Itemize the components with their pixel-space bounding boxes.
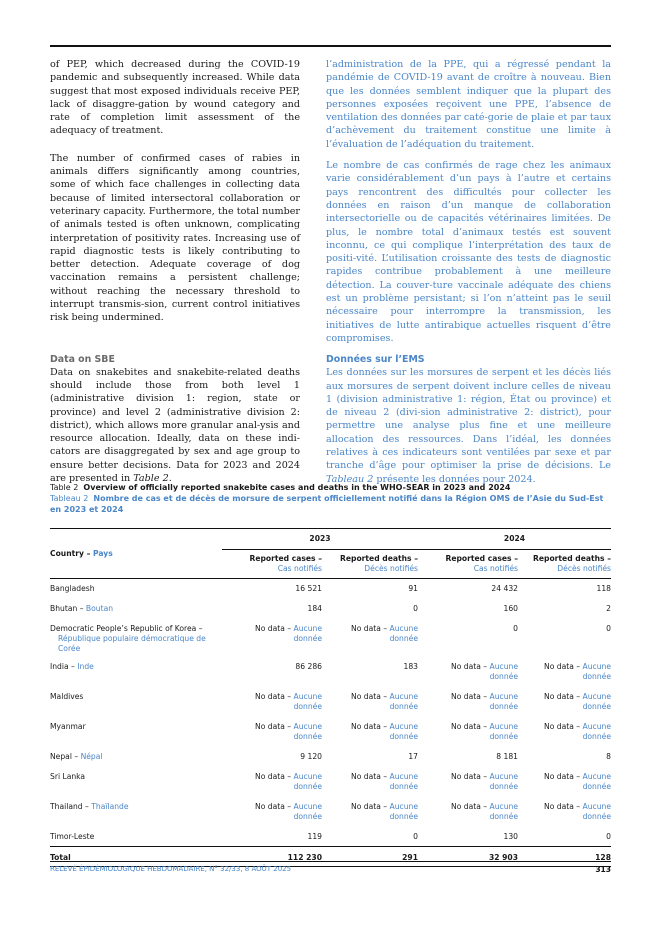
table-row [50, 599, 611, 619]
table-cell: No data – Aucune donnée [255, 801, 322, 821]
fr-paragraph-3: Les données sur les morsures de serpent et les décès liés aux morsures de serpent doivent inclure celles de niveau 1 (division administrative 1: région, État ou province) et de niveau 2 (divi-sion administrative 2: district), pour permettre une analyse plus fine et une meilleure allocation des ressources. Dans l’idéal, les données relatives à ces indicateurs sont ventilées par sexe et par tranche d’âge pour optimiser la prise de décisions. Le Tableau 2 présente les données pour 2024. [326, 367, 611, 485]
table-cell: 160 [503, 603, 518, 613]
footer-rule [50, 861, 611, 862]
table-cell: 0 [413, 831, 418, 841]
table-cell: No data – Aucune donnée [255, 771, 322, 791]
table-cell: 0 [413, 603, 418, 613]
table-row [50, 827, 611, 847]
table-cell: 16 521 [295, 584, 322, 593]
table-cell: 8 181 [496, 751, 518, 761]
table-cell: No data – Aucune donnée [351, 691, 418, 711]
total-row [50, 847, 611, 867]
french-column [326, 58, 611, 486]
top-rule [50, 45, 611, 47]
en-paragraph-1: of PEP, which decreased during the COVID-19 pandemic and subsequently increased. While data suggest that most exposed individuals receive PEP, lack of disaggre-gation by wound category and rate of completion limit assessment of the adequacy of treatment. [50, 59, 300, 137]
table-cell: No data – Aucune donnée [451, 721, 518, 741]
table-row [50, 717, 611, 747]
table-2-link[interactable]: Table 2 [133, 473, 169, 485]
table-cell: 17 [408, 751, 418, 761]
country-cell: Bhutan – Boutan [50, 603, 114, 613]
table-cell: No data – Aucune donnée [351, 623, 418, 643]
table-cell: No data – Aucune donnée [255, 691, 322, 711]
page-number: 313 [595, 865, 611, 874]
snakebite-table [50, 528, 611, 867]
table-row [50, 579, 611, 599]
en-heading-sbe: Data on SBE [50, 353, 115, 365]
page-footer [50, 865, 611, 873]
total-cell: 291 [402, 852, 418, 862]
table-cell: No data – Aucune donnée [544, 691, 611, 711]
table-cell: No data – Aucune donnée [544, 661, 611, 681]
deaths-2023-header: Reported deaths – Décès notifiés [340, 554, 418, 573]
country-cell: Thailand – Thaïlande [50, 801, 129, 811]
total-cell: 112 230 [287, 852, 322, 862]
table-cell: 91 [408, 584, 418, 593]
table-cell: No data – Aucune donnée [544, 721, 611, 741]
table-cell: No data – Aucune donnée [544, 801, 611, 821]
year-2023-header: 2023 [222, 529, 418, 550]
table-cell: 0 [606, 623, 611, 633]
table-row [50, 797, 611, 827]
table-cell: 0 [606, 831, 611, 841]
table-row [50, 657, 611, 687]
en-paragraph-3: Data on snakebites and snakebite-related deaths should include those from both level 1 (administrative division 1: region, state or province) and level 2 (administrative division 2: district), which allows more granular anal-ysis and resource allocation. Ideally, data on these indi-cators are disaggregated by sex and age group to ensure better decisions. Data for 2023 and 2024 are presented in Table 2. [50, 366, 300, 485]
country-cell: Timor-Leste [50, 831, 95, 841]
table-cell: No data – Aucune donnée [544, 771, 611, 791]
country-cell: Maldives [50, 691, 84, 701]
country-cell: India – Inde [50, 661, 94, 671]
country-cell: Sri Lanka [50, 771, 86, 781]
table-cell: 183 [403, 661, 418, 671]
country-cell: Bangladesh [50, 584, 95, 593]
country-cell: Democratic People’s Republic of Korea – République populaire démocratique de Corée [50, 623, 206, 653]
table-cell: No data – Aucune donnée [451, 661, 518, 681]
table-cell: 9 120 [300, 751, 322, 761]
table-cell: No data – Aucune donnée [451, 771, 518, 791]
fr-heading-ems: Données sur l’EMS [326, 354, 425, 366]
table-cell: 0 [513, 623, 518, 633]
table-cell: 119 [307, 831, 322, 841]
caption-title-fr: Nombre de cas et de décès de morsure de serpent officiellement notifié dans la Région OMS de l’Asie du Sud-Est en 2023 et 2024 [50, 494, 604, 514]
table-row [50, 687, 611, 717]
table-row [50, 767, 611, 797]
country-cell: Myanmar [50, 721, 86, 731]
table-cell: 118 [596, 584, 611, 593]
total-cell: 128 [595, 852, 611, 862]
journal-title: RELEVÉ ÉPIDÉMIOLOGIQUE HEBDOMADAIRE, N° 32/33, 8 AOÛT 2025 [50, 865, 292, 873]
fr-paragraph-1: l’administration de la PPE, qui a régressé pendant la pandémie de COVID-19 avant de croître à nouveau. Bien que les données semblent indiquer que la plupart des personnes exposées reçoivent une PPE, l’absence de ventilation des données par caté-gorie de plaie et par taux d’achèvement du traitement constitue une limite à l’évaluation de l’adéquation du traitement. [326, 59, 611, 150]
total-label: Total [50, 852, 71, 862]
table-cell: 24 432 [491, 584, 518, 593]
english-column [50, 58, 300, 485]
table-caption: Table 2 Overview of officially reported snakebite cases and deaths in the WHO-SEAR in 2023 and 2024 Tableau 2 Nombre de cas et de décès de morsure de serpent officiellement notifié dans la Région OMS de l’Asie du Sud-Est en 2023 et 2024 [50, 483, 604, 514]
cases-2023-header: Reported cases – Cas notifiés [249, 554, 322, 573]
tableau-2-link[interactable]: Tableau 2 [326, 473, 374, 485]
country-header: Country – Pays [50, 529, 222, 579]
en-paragraph-2: The number of confirmed cases of rabies in animals differs significantly among countries, some of which face challenges in collecting data because of limited intersectoral collaboration or veterinary capacity. Furthermore, the total number of animals tested is often unknown, complicating interpretation of positivity rates. Increasing use of rapid diagnostic tests is likely contributing to better detection. Adequate coverage of dog vaccination remains a persistent challenge; without reaching the necessary threshold to interrupt transmis-sion, current control initiatives risk being undermined. [50, 152, 300, 324]
table-cell: No data – Aucune donnée [351, 771, 418, 791]
total-cell: 32 903 [488, 852, 518, 862]
table-cell: 184 [307, 603, 322, 613]
table-cell: No data – Aucune donnée [255, 721, 322, 741]
table-cell: No data – Aucune donnée [351, 801, 418, 821]
table-cell: No data – Aucune donnée [451, 801, 518, 821]
country-cell: Nepal – Népal [50, 751, 103, 761]
year-2024-header: 2024 [418, 529, 611, 550]
caption-title-en: Overview of officially reported snakebite cases and deaths in the WHO-SEAR in 2023 and 2024 [83, 483, 511, 492]
table-cell: 2 [606, 603, 611, 613]
fr-paragraph-2: Le nombre de cas confirmés de rage chez les animaux varie considérablement d’un pays à l’autre et certains pays rencontrent des difficultés pour collecter les données en raison d’un manque de collaboration intersectorielle ou de capacités vétérinaires limitées. De plus, le nombre total d’animaux testés est souvent inconnu, ce qui complique l’interprétation des taux de positi-vité. L’utilisation croissante des tests de diagnostic rapides contribue probablement à une meilleure détection. La couver-ture vaccinale adéquate des chiens est un problème persistant; si l’on n’atteint pas le seuil nécessaire pour interrompre la transmission, les initiatives de lutte antirabique actuelles risquent d’être compromises. [326, 160, 611, 344]
table-row [50, 619, 611, 657]
table-cell: No data – Aucune donnée [351, 721, 418, 741]
deaths-2024-header: Reported deaths – Décès notifiés [533, 554, 611, 573]
cases-2024-header: Reported cases – Cas notifiés [445, 554, 518, 573]
table-cell: 8 [606, 751, 611, 761]
table-cell: No data – Aucune donnée [451, 691, 518, 711]
table-cell: No data – Aucune donnée [255, 623, 322, 643]
table-cell: 130 [503, 831, 518, 841]
table-cell: 86 286 [295, 661, 322, 671]
table-row [50, 747, 611, 767]
